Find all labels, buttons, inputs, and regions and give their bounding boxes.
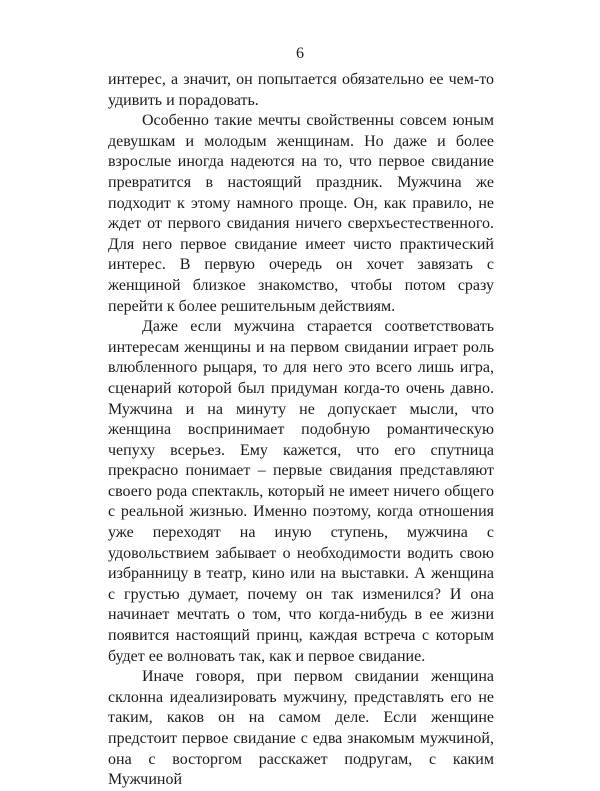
page-number: 6 [296,45,304,62]
paragraph: Особенно такие мечты свойственны совсем юным девушкам и молодым женщинам. Но даже и более взрослые иногда надеются на то, что первое свидание превратится в настоящий праздник. Мужчина же подходит к этому намного проще. Он, как правило, не ждет от первого свидания ничего сверхъестественного. Для него первое свидание имеет чисто практический интерес. В первую очередь он хочет завязать с женщиной близкое знакомство, чтобы потом сразу перейти к более решительным действиям. [108,112,494,315]
paragraph-unfinished: Иначе говоря, при первом свидании женщина склонна идеализировать мужчину, представлять его не таким, каков он на самом деле. Если женщине предстоит первое свидание с едва знакомым мужчиной, она с восторгом расскажет подругам, с каким Мужчиной [108,668,494,789]
paragraph-continuation: интерес, а значит, он попытается обязательно ее чем-то удивить и порадовать. [108,71,494,109]
body-text [108,70,494,791]
paragraph: Даже если мужчина старается соответствовать интересам женщины и на первом свидании играет роль влюбленного рыцаря, то для него это всего лишь игра, сценарий которой был придуман когда-то очень давно. Мужчина и на минуту не допускает мысли, что женщина воспринимает подобную романтическую чепуху всерьез. Ему кажется, что его спутница прекрасно понимает – первые свидания представляют своего рода спектакль, который не имеет ничего общего с реальной жизнью. Именно поэтому, когда отношения уже переходят на иную ступень, мужчина с удовольствием забывает о необходимости водить свою избранницу в театр, кино или на выставки. А женщина с грустью думает, почему он так изменился? И она начинает мечтать о том, что когда-нибудь в ее жизни появится настоящий принц, каждая встреча с которым будет ее волновать так, как и первое свидание. [108,318,494,665]
